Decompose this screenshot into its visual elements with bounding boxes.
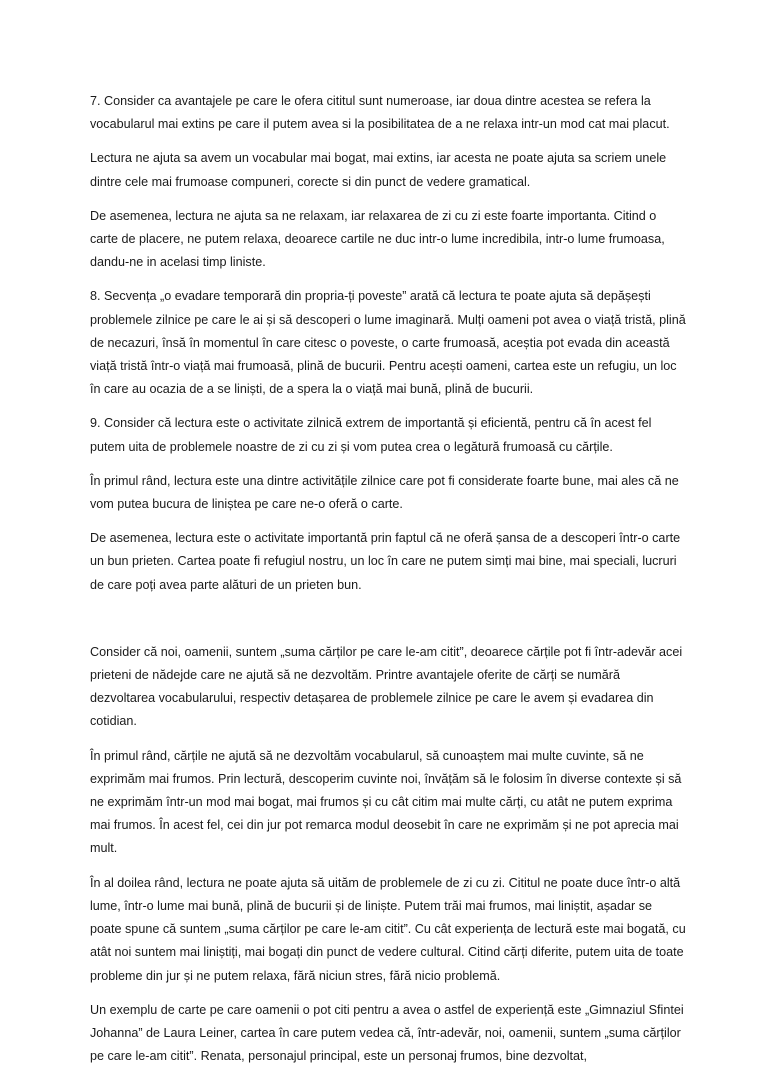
document-body (90, 90, 686, 1079)
paragraph-7-intro: 7. Consider ca avantajele pe care le ofera cititul sunt numeroase, iar doua dintre acestea se refera la vocabularul mai extins pe care il putem avea si la posibilitatea de a ne relaxa intr-un mod cat mai placut. (90, 94, 670, 132)
essay-paragraph-example: Un exemplu de carte pe care oamenii o pot citi pentru a avea o astfel de experiență este „Gimnaziul Sfintei Johanna” de Laura Leiner, cartea în care putem vedea că, într-adevăr, noi, oamenii, suntem „suma cărților pe care le-am citit”. Renata, personajul principal, este un personaj frumos, bine dezvoltat, (90, 1002, 684, 1064)
essay-paragraph-vocabulary: În primul rând, cărțile ne ajută să ne dezvoltăm vocabularul, să cunoaștem mai multe cuvinte, să ne exprimăm mai frumos. Prin lectură, descoperim cuvinte noi, învățăm să le folosim în diverse contexte și să ne exprimăm într-un mod mai bogat, mai frumos și cu cât citim mai multe cărți, cu atât ne putem exprima mai frumos. În acest fel, cei din jur pot remarca modul deosebit în care ne exprimăm și ne pot aprecia mai mult. (90, 748, 682, 856)
paragraph-8-sequence: 8. Secvența „o evadare temporară din propria-ți poveste” arată că lectura te poate ajuta să depășești problemele zilnice pe care le ai și să descoperi o lume imaginară. Mulți oameni pot avea o viață tristă, plină de necazuri, însă în momentul în care citesc o poveste, o carte frumoasă, aceștia pot evada din această viață tristă într-o viață mai frumoasă, plină de bucurii. Pentru acești oameni, cartea este un refugiu, un loc în care au ocazia de a se liniști, de a spera la o viață mai bună, plină de bucurii. (90, 289, 686, 397)
paragraph-relaxation: De asemenea, lectura ne ajuta sa ne relaxam, iar relaxarea de zi cu zi este foarte importanta. Citind o carte de placere, ne putem relaxa, deoarece cartile ne duc intr-o lume incredibila, intr-o lume frumoasa, dandu-ne in acelasi timp liniste. (90, 208, 665, 270)
paragraph-second-point: De asemenea, lectura este o activitate importantă prin faptul că ne oferă șansa de a descoperi într-o carte un bun prieten. Cartea poate fi refugiul nostru, un loc în care ne putem simți mai bine, mai speciali, lucruri de care poți avea parte alături de un prieten bun. (90, 531, 681, 592)
essay-paragraph-intro: Consider că noi, oamenii, suntem „suma cărților pe care le-am citit”, deoarece cărțile pot fi într-adevăr acei prieteni de nădejde care ne ajută să ne dezvoltăm. Printre avantajele oferite de cărți se numără dezvoltarea vocabularului, respectiv detașarea de problemele zilnice pe care le avem și evadarea din cotidian. (90, 644, 683, 729)
paragraph-vocabulary: Lectura ne ajuta sa avem un vocabular mai bogat, mai extins, iar acesta ne poate ajuta sa scriem unele dintre cele mai frumoase compuneri, corecte si din punct de vedere gramatical. (90, 151, 667, 189)
paragraph-first-point: În primul rând, lectura este una dintre activitățile zilnice care pot fi considerate foarte bune, mai ales că ne vom putea bucura de liniștea pe care ne-o oferă o carte. (90, 473, 679, 512)
section-spacer (90, 608, 686, 641)
paragraph-9-intro: 9. Consider că lectura este o activitate zilnică extrem de importantă și eficientă, pentru că în acest fel putem uita de problemele noastre de zi cu zi și vom putea crea o legătură frumoasă cu cărțile. (90, 416, 652, 454)
essay-paragraph-escape: În al doilea rând, lectura ne poate ajuta să uităm de problemele de zi cu zi. Cititul ne poate duce într-o altă lume, într-o lume mai bună, plină de bucurii și de liniște. Putem trăi mai frumos, mai liniștit, așadar se poate spune că suntem „suma cărților pe care le-am citit”. Cu cât experiența de lectură este mai bogată, cu atât noi suntem mai liniștiți, mai bogați din punct de vedere cultural. Citind cărți diferite, putem uita de toate probleme din jur și ne putem relaxa, fără niciun stres, fără nicio problemă. (90, 875, 686, 983)
